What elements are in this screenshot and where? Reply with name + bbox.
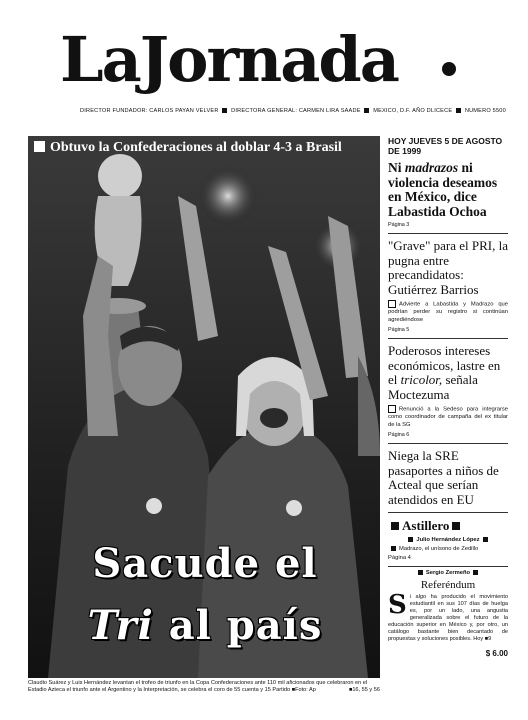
opinion-title[interactable]: Referéndum [420,579,476,592]
story-page: Página 5 [388,327,410,334]
bullet-square-icon [388,405,396,413]
headline-rest: al país [153,602,323,649]
main-headline-line2[interactable] [40,602,370,649]
astillero-author [388,537,508,543]
newspaper-logo[interactable]: LaJornada [60,23,398,96]
square-icon [483,537,488,542]
divider [388,512,508,513]
teaser-text: Madrazo, el unísono de Zedillo [399,546,479,553]
summary-text: Renunció a la Sedeso para integrarse como coordinador de campaña del ex titular de la SG [388,406,508,428]
cover-price: $ 6.00 [485,649,508,659]
astillero-teaser [388,546,508,552]
square-icon [391,546,396,551]
opinion-text: i algo ha producido el movimiento estudiantil en sus 107 días de huelga es, por un lado, una angustia generalizada sobre el futuro de la educación superior en México y, por otro, un catálogo bastante bien decantado de propuestas y soluciones posibles. Hoy [388,594,508,643]
issue-date: HOY JUEVES 5 DE AGOSTO DE 1999 [388,136,503,156]
main-headline-line1[interactable]: Sacude el [92,540,318,587]
story-headline: Niega la SRE pasaportes a niños de Acteal que serían atendidos en EU [388,448,499,507]
front-page-photo[interactable] [28,136,380,678]
astillero-column-title[interactable] [388,518,508,534]
headline-italic: madrazos [404,160,459,175]
opinion-body [388,590,508,643]
logo-mark-icon [442,62,456,76]
story-headline [388,344,508,402]
photo-kicker-text: Obtuvo la Confederaciones al doblar 4-3 a Brasil [50,140,342,155]
story-gutierrez[interactable] [388,239,508,333]
summary-text: Advierte a Labastida y Madrazo que podrían perder su registro si continúan agrediéndose [388,301,508,323]
story-headline: "Grave" para el PRI, la pugna entre precandidatos: Gutiérrez Barrios [388,238,508,297]
square-icon [391,522,399,530]
caption-text: Claudio Suárez y Luis Hernández levantan el trofeo de triunfo en la Copa Confederaciones ante 110 mil aficionados que celebraron en el Estadio Azteca el triunfo ante el Argentino y la Interpretación, se celebra el coro de 55 cuenta y 15 Partido ■Foto: Ap [28,680,368,693]
opinion-page: ■9 [484,636,492,643]
story-page: Página 3 [388,222,410,228]
square-icon [418,570,423,575]
story-summary [388,300,508,324]
headline-part: señala Moctezuma [388,372,478,402]
story-labastida[interactable] [388,161,508,228]
credit-director: DIRECTORA GENERAL: CARMEN LIRA SAADE [231,108,361,114]
divider [388,443,508,444]
headline-italic-word: Tri [87,602,154,649]
credit-place: MEXICO, D.F. AÑO DLICECE [373,108,453,114]
divider [388,566,508,567]
headline-part: Poderosos intereses económicos, lastre en el [388,343,501,388]
headline-part: Ni [388,160,405,175]
astillero-page: Página 4 [388,555,411,562]
caption-pages: ■16, 55 y 56 [348,687,380,693]
story-page: Página 6 [388,432,410,439]
masthead-credits [80,108,520,114]
opinion-author [388,570,508,576]
square-icon [452,522,460,530]
story-summary [388,405,508,429]
square-icon [408,537,413,542]
square-icon [473,570,478,575]
story-sre[interactable] [388,449,508,507]
credit-number: NUMERO 5500 [464,108,506,114]
headline-italic: tricolor, [400,372,443,388]
divider [388,233,508,234]
story-headline [388,161,508,219]
headline-part: ni violencia deseamos en México, dice Labastida Ochoa [388,160,498,219]
photo-caption [28,680,380,694]
separator-square-icon [364,108,369,113]
astillero-label: Astillero [402,518,450,534]
drop-cap: S [388,590,407,621]
masthead [0,0,528,130]
photo-kicker[interactable] [34,140,342,156]
celebration-photo-illustration [28,136,380,678]
author-name: Julio Hernández López [416,537,480,544]
sidebar-column [388,136,508,658]
story-moctezuma[interactable] [388,344,508,438]
separator-square-icon [222,108,227,113]
kicker-square-icon [34,141,45,152]
author-name: Sergio Zermeño [425,570,471,577]
separator-square-icon [456,108,461,113]
divider [388,338,508,339]
credit-founder: DIRECTOR FUNDADOR: CARLOS PAYAN VELVER [80,108,219,114]
bullet-square-icon [388,300,396,308]
